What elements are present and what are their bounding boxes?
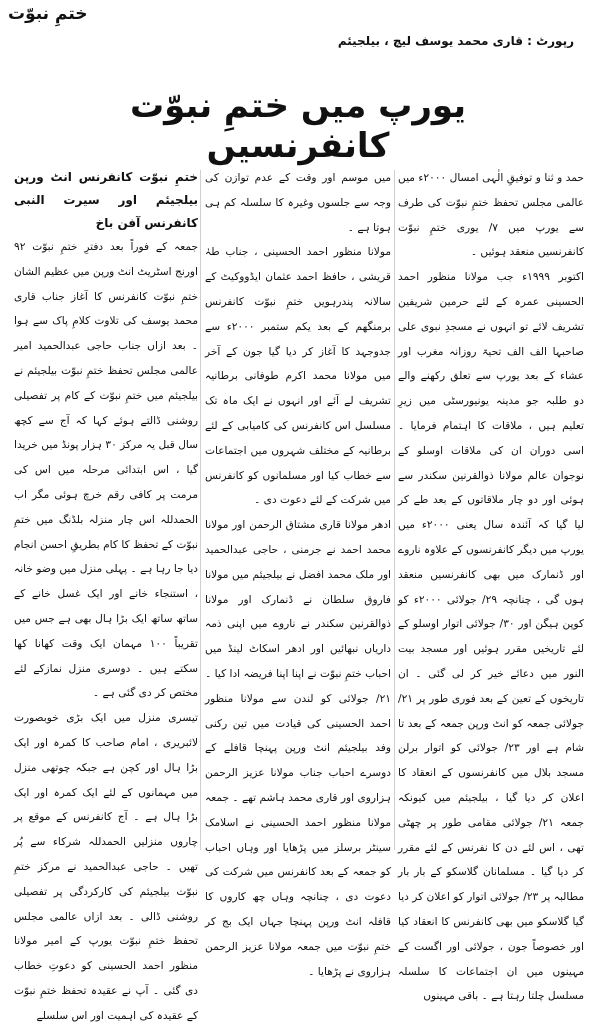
article-headline: یورپ میں ختمِ نبوّت کانفرنسیں xyxy=(129,86,467,166)
paragraph: مولانا منظور احمد الحسینی ، جناب طہٰ قریشی ، حافظ احمد عثمان ایڈووکیٹ کے سالانہ پندرہویں ختمِ نبوّت کانفرنس برمنگھم کے بعد یکم ستمبر ۲۰۰۰ء سے جدوجہد کا آغاز کر دیا گیا جون کے آخر میں مولانا محمد اکرم طوفانی برطانیہ تشریف لے آئے اور انہوں نے ایک ماہ تک مسلسل اس کانفرنس کی کامیابی کے لئے برطانیہ کے مختلف شہروں میں اجتماعات سے خطاب کیا اور مسلمانوں کو کانفرنس میں شرکت کے لئے دعوت دی ۔ xyxy=(205,246,392,507)
paragraph: حمد و ثنا و توفیقِ الٰہی امسال ۲۰۰۰ء میں عالمی مجلس تحفظ ختمِ نبوّت کی طرف سے یورپ میں ۷/ یوری ختمِ نبوّت کانفرنسیں منعقد ہوئیں ۔ xyxy=(398,172,584,259)
paragraph: اکتوبر ۱۹۹۹ء جب مولانا منظور احمد الحسینی عمرہ کے لئے حرمین شریفین تشریف لائے تو انہوں نے مسجدِ نبوی علی صاحبہا الف الف تحیۃ روزانہ مغرب اور عشاء کے بعد یورپ سے تعلق رکھنے والے دو طلبہ جو مدینہ یونیورسٹی میں زیرِ تعلیم ہیں ، ملاقات کا اہتمام فرمایا ۔ اسی دوران ان کی ملاقات اوسلو کے نوجوان عالم مولانا ذوالقرنین سکندر سے ہوئی اور دو چار ملاقاتوں کے بعد طے کر لیا گیا کہ آئندہ سال یعنی ۲۰۰۰ء میں یورپ میں دیگر کانفرنسوں کے علاوہ ناروے اور ڈنمارک میں بھی کانفرنسیں منعقد ہوں گی ، چنانچہ ۲۹/ جولائی ۲۰۰۰ء کو کوپن ہیگن اور ۳۰/ جولائی اتوار اوسلو کے لئے تاریخیں مقرر ہوئیں اور مسجد بیت النور میں دعائے خیر کر لی گئی ۔ ان تاریخوں کے تعین کے بعد فوری طور پر ۲۱/ جولائی جمعہ کو انٹ ورپن جمعہ کے بعد تا شام ہے اور ۲۳/ جولائی کو اتوار برلن مسجد بلال میں کانفرنسوں کے انعقاد کا اعلان کر دیا گیا ، بیلجیئم میں کیونکہ جمعہ ۲۱/ جولائی مقامی طور پر چھٹی تھی ، اس لئے دن کا نفرنس کے لئے مقرر کر دیا گیا ۔ مسلمانان گلاسکو کے بار بار مطالبہ پر ۲۳/ جولائی اتوار کو اعلان کر دیا گیا گلاسکو میں بھی کانفرنس کا انعقاد کیا اور خصوصاً جون ، جولائی اور اگست کے مہینوں میں ان اجتماعات کا سلسلہ مسلسل چلتا رہتا ہے ۔ باقی مہینوں xyxy=(398,271,585,1003)
column-divider xyxy=(394,170,395,850)
paragraph: تیسری منزل میں ایک بڑی خوبصورت لائبریری ، امام صاحب کا کمرہ اور ایک بڑا ہال اور کچن ہے جبکہ چوتھی منزل میں مہمانوں کے لئے ایک کمرہ اور ایک بڑا ہال ہے ۔ آج کانفرنس کے موقع پر چاروں منزلیں الحمدللہ شرکاء سے پُر تھیں ۔ حاجی عبدالحمید نے مرکز ختمِ نبوّت بیلجیئم کی کارکردگی پر تفصیلی روشنی ڈالی ۔ بعد ازاں عالمی مجلس تحفظ ختمِ نبوّت یورپ کے امیر مولانا منظور احمد الحسینی کو دعوتِ خطاب دی گئی ۔ آپ نے عقیدہ تحفظ ختمِ نبوّت کے عقیدہ کی اہمیت اور اس سلسلے xyxy=(14,712,198,1022)
paragraph: جمعہ کے فوراً بعد دفترِ ختمِ نبوّت ۹۲ اورنج اسٹریٹ انٹ ورپن میں عظیم الشان ختمِ نبوّت کانفرنس کا آغاز جناب قاری محمد یوسف کی تلاوت کلامِ پاک سے ہوا ۔ بعد ازاں جناب حاجی عبدالحمید امیر عالمی مجلس تحفظ ختمِ نبوّت بیلجیئم نے بیلجیئم میں ختمِ نبوّت کے کام پر تفصیلی روشنی ڈالتے ہوئے کہا کہ آج سے کچھ سال قبل یہ مرکز ۳۰ ہزار پونڈ میں خریدا گیا ، اس ابتدائی مرحلہ میں اس کی مرمت پر کافی رقم خرچ ہوئی مگر اب الحمدللہ اس چار منزلہ بلڈنگ میں ختمِ نبوّت کے تحفظ کا کام بطریقِ احسن انجام دیا جا رہا ہے ۔ پہلی منزل میں وضو خانہ ، استنجاء خانے اور ایک غسل خانے کے ساتھ ساتھ ایک بڑا ہال بھی ہے جس میں تقریباً ۱۰۰ مہمان ایک وقت کھانا کھا سکتے ہیں ۔ دوسری منزل نمازکے لئے مختص کر دی گئی ہے ۔ xyxy=(14,241,198,700)
paragraph: ادھر مولانا قاری مشتاق الرحمن اور مولانا محمد احمد نے جرمنی ، حاجی عبدالحمید اور ملک محمد افضل نے بیلجیئم میں مولانا فاروق سلطان نے ڈنمارک اور مولانا ذوالقرنین سکندر نے ناروے میں اپنی ذمہ داریاں نبھائیں اور ادھر اسکاٹ لینڈ میں احباب ختمِ نبوّت نے اپنا اپنا فریضہ ادا کیا ۔ xyxy=(205,519,391,680)
report-byline: رپورٹ : قاری محمد یوسف لیچ ، بیلجیئم xyxy=(337,34,574,48)
article-column-2 xyxy=(205,166,392,978)
article-column-3 xyxy=(14,166,198,1022)
section-heading: ختمِ نبوّت کانفرنس انٹ ورپن بیلجیئم اور سیرت النبی کانفرنس آفن باخ xyxy=(14,170,198,230)
paragraph: ۲۱/ جولائی کو لندن سے مولانا منظور احمد الحسینی کی قیادت میں تین رکنی وفد بیلجیئم انٹ ورپن پہنچا قافلے کے دوسرے احباب جناب مولانا عزیز الرحمن ہزاروی اور قاری محمد ہاشم تھے ۔ جمعہ مولانا منظور احمد الحسینی نے اسلامک سینٹر برسلز میں پڑھایا اور وہاں احباب کو جمعہ کے بعد کانفرنس میں شرکت کی دعوت دی ، چنانچہ وہاں چھ کاروں کا قافلہ انٹ ورپن پہنچا جہاں ایک بج کر ختمِ نبوّت میں جمعہ مولانا عزیز الرحمن ہزاروی نے پڑھایا ۔ xyxy=(205,692,391,978)
article-column-1 xyxy=(398,166,585,1003)
column-divider xyxy=(200,170,201,850)
masthead-title: ختمِ نبوّت xyxy=(8,4,88,24)
paragraph: میں موسم اور وقت کے عدم توازن کی وجہ سے جلسوں وغیرہ کا سلسلہ کم ہی ہوتا ہے ۔ xyxy=(205,172,391,234)
